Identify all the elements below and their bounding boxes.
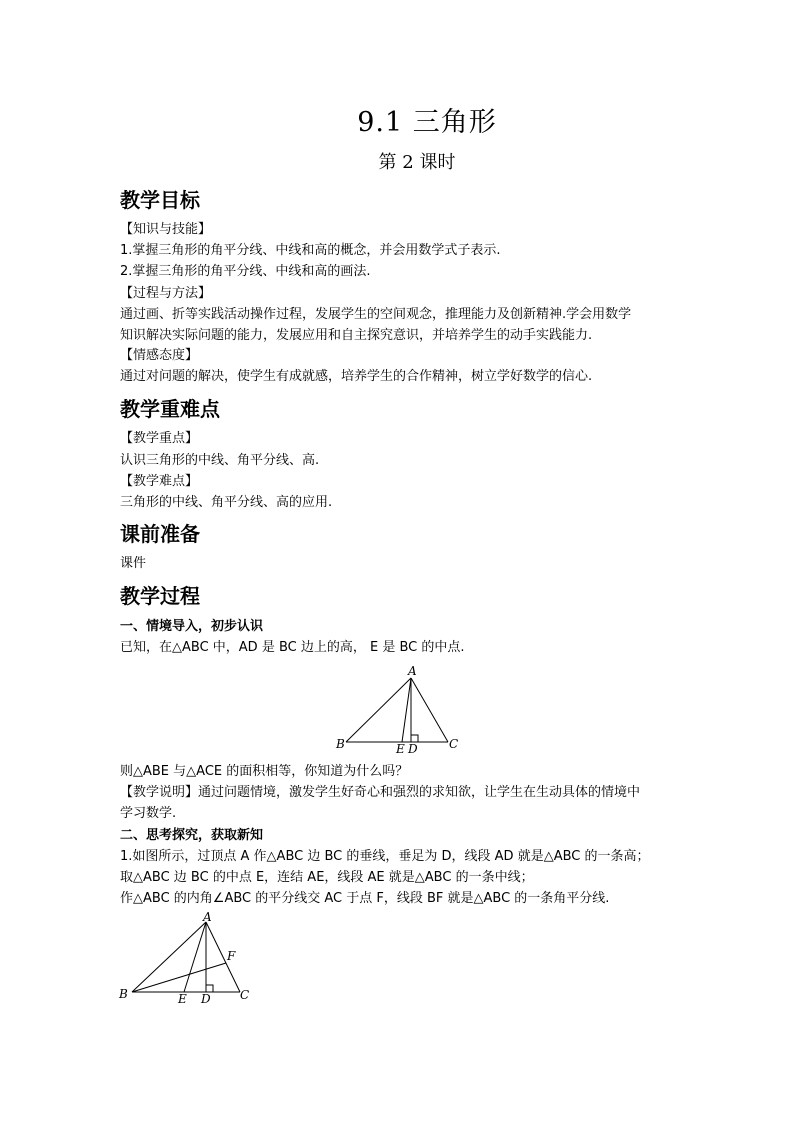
triangle-figure-1 — [330, 662, 465, 756]
knowledge-item-1: 1.掌握三角形的角平分线、中线和高的概念，并会用数学式子表示. — [120, 243, 501, 258]
process-text-line1: 通过画、折等实践活动操作过程，发展学生的空间观念，推理能力及创新精神.学会用数学 — [120, 307, 632, 322]
fig2-label-d: D — [201, 992, 211, 1006]
prep-text: 课件 — [120, 556, 147, 571]
fig2-label-b: B — [119, 987, 128, 1001]
page-subtitle: 第 2 课时 — [378, 152, 456, 173]
process-label: 【过程与方法】 — [120, 286, 212, 301]
knowledge-item-2: 2.掌握三角形的角平分线、中线和高的画法. — [120, 264, 371, 279]
triangle-figure-2 — [112, 910, 262, 1006]
attitude-text: 通过对问题的解决，使学生有成就感，培养学生的合作精神，树立学好数学的信心. — [120, 369, 593, 384]
hard-label: 【教学难点】 — [120, 474, 199, 489]
heading-keypoints: 教学重难点 — [120, 397, 220, 421]
fig1-label-b: B — [336, 737, 345, 751]
fig2-label-a: A — [203, 910, 212, 924]
fig1-label-a: A — [408, 664, 417, 678]
heading-goals: 教学目标 — [120, 188, 200, 212]
hard-text: 三角形的中线、角平分线、高的应用. — [120, 495, 333, 510]
key-label: 【教学重点】 — [120, 431, 199, 446]
attitude-label: 【情感态度】 — [120, 348, 199, 363]
key-text: 认识三角形的中线、角平分线、高. — [120, 453, 320, 468]
fig1-label-d: D — [408, 742, 418, 756]
part1-title: 一、情境导入，初步认识 — [120, 619, 264, 634]
fig1-label-e: E — [396, 742, 405, 756]
part1-note-line1: 【教学说明】通过问题情境，激发学生好奇心和强烈的求知欲，让学生在生动具体的情境中 — [120, 785, 641, 800]
part2-line2: 取△ABC 边 BC 的中点 E，连结 AE，线段 AE 就是△ABC 的一条中线； — [120, 870, 534, 885]
part1-text: 已知，在△ABC 中，AD 是 BC 边上的高， E 是 BC 的中点. — [120, 640, 465, 655]
fig1-label-c: C — [449, 737, 459, 751]
fig2-label-c: C — [240, 988, 250, 1002]
fig2-label-f: F — [227, 949, 236, 963]
page-title: 9.1 三角形 — [357, 107, 497, 138]
fig2-label-e: E — [178, 992, 187, 1006]
heading-process: 教学过程 — [120, 584, 200, 608]
part1-note-line2: 学习数学. — [120, 806, 177, 821]
part2-line1: 1.如图所示，过顶点 A 作△ABC 边 BC 的垂线，垂足为 D，线段 AD 就是△ABC 的一条高； — [120, 849, 650, 864]
part2-title: 二、思考探究，获取新知 — [120, 828, 264, 843]
part1-question: 则△ABE 与△ACE 的面积相等，你知道为什么吗？ — [120, 764, 409, 779]
process-text-line2: 知识解决实际问题的能力，发展应用和自主探究意识，并培养学生的动手实践能力. — [120, 328, 593, 343]
part2-line3: 作△ABC 的内角∠ABC 的平分线交 AC 于点 F，线段 BF 就是△ABC 的一条角平分线. — [120, 891, 610, 906]
knowledge-label: 【知识与技能】 — [120, 222, 212, 237]
heading-prep: 课前准备 — [120, 522, 200, 546]
